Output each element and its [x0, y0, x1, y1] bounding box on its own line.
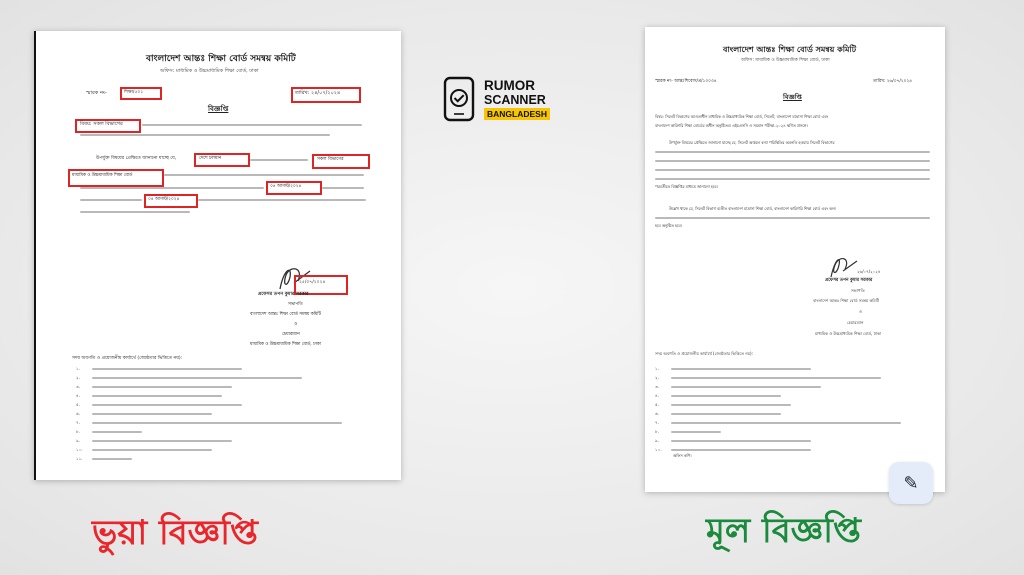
- fake-doc-heading: বিজ্ঞপ্তি: [208, 105, 229, 113]
- list-item-line: [92, 368, 242, 370]
- list-item-line: [92, 422, 342, 424]
- list-item-number: ৭.: [655, 420, 659, 425]
- list-item-line: [92, 404, 242, 406]
- list-item-line: [671, 413, 781, 415]
- orig-doc-committee: বাংলাদেশ আন্তঃ শিক্ষা বোর্ড সমন্বয় কমিটি: [813, 298, 879, 303]
- list-item-line: [92, 449, 212, 451]
- fake-text-line: [250, 159, 308, 161]
- fake-text-line: [322, 187, 364, 189]
- rumor-scanner-logo: [440, 76, 580, 122]
- fake-notice-caption: ভুয়া বিজ্ঞপ্তি: [92, 513, 258, 553]
- orig-doc-subject: বিষয়: সিলেট বিভাগের আওতাধীন মাধ্যমিক ও উচ্চমাধ্যমিক শিক্ষা বোর্ড, সিলেট, বাংলাদেশ মাদ্রাসা শিক্ষা বোর্ড এবং: [655, 114, 829, 119]
- orig-doc-board: মাধ্যমিক ও উচ্চমাধ্যমিক শিক্ষা বোর্ড, ঢাকা: [815, 331, 882, 336]
- orig-text-line: [655, 169, 930, 171]
- fake-text-line: [198, 199, 366, 201]
- pen-sparkle-icon: ✎: [903, 472, 919, 494]
- orig-doc-subtitle: অফিস: মাধ্যমিক ও উচ্চমাধ্যমিক শিক্ষা বোর্ড, ঢাকা: [741, 58, 830, 63]
- fake-doc-hl-date1: ০৪ আগস্ট/২০২৪: [270, 184, 302, 189]
- orig-doc-para-end: পরবর্তীতে বিজ্ঞপ্তির মাধ্যমে জানানো হবে।: [655, 184, 718, 189]
- list-item-line: [671, 368, 811, 370]
- edit-button[interactable]: [889, 462, 933, 504]
- fake-doc-distribution: সদয় অবগতি ও প্রয়োজনীয় কার্যার্থে (জ্যেষ্ঠতার ভিত্তিতে নয়):: [72, 356, 183, 361]
- list-item-number: ১.: [655, 366, 659, 371]
- list-item-line: [671, 377, 881, 379]
- orig-doc-and: ও: [859, 309, 862, 314]
- list-item-number: ৭.: [76, 420, 80, 425]
- logo-line2: SCANNER: [484, 93, 546, 107]
- fake-doc-signer: প্রফেসর তপন কুমার সরকার: [258, 292, 309, 297]
- fake-notice-document: [34, 31, 401, 480]
- fake-doc-and: ও: [294, 322, 298, 327]
- fake-text-line: [80, 187, 264, 189]
- orig-doc-signer-role: সভাপতি: [851, 288, 865, 293]
- fake-doc-hl-date2: ০৪ আগস্ট/২০২৪: [148, 197, 180, 202]
- list-item-number: ৪.: [76, 393, 80, 398]
- fake-text-line: [80, 199, 142, 201]
- phone-check-icon: [440, 76, 478, 122]
- fake-doc-hl-middle: দেশে চলমান: [199, 156, 222, 161]
- orig-doc-signer: প্রফেসর তপন কুমার সরকার: [825, 278, 873, 283]
- orig-signature: [825, 253, 859, 281]
- fake-text-line: [164, 174, 364, 176]
- list-item-line: [92, 440, 232, 442]
- orig-text-line: [655, 151, 930, 153]
- orig-doc-para-start: উপর্যুক্ত বিষয়ের প্রেক্ষিতে জানানো যাচ্ছে যে, সিলেট অঞ্চলে বন্যা পরিস্থিতির অবনতি হওয়ায় সিলেট বিভাগের: [669, 140, 835, 145]
- list-item-line: [671, 386, 821, 388]
- list-item-number: ৫.: [655, 402, 659, 407]
- list-item-line: [92, 395, 222, 397]
- list-item-number: ৯.: [655, 438, 659, 443]
- fake-doc-subtitle: অফিস: মাধ্যমিক ও উচ্চমাধ্যমিক শিক্ষা বোর্ড, ঢাকা: [160, 68, 259, 74]
- list-item-line: [92, 386, 232, 388]
- list-item-line: [92, 458, 132, 460]
- list-item-number: ৯.: [76, 438, 80, 443]
- orig-doc-chairman: চেয়ারম্যান: [847, 320, 864, 325]
- orig-text-line: [655, 178, 930, 180]
- list-item-line: [92, 413, 212, 415]
- list-item-line: [671, 431, 721, 433]
- list-item-number: ১০.: [76, 447, 83, 452]
- fake-doc-date: তারিখ: ২৪/০৭/২০২৪: [295, 90, 341, 96]
- logo-line1: RUMOR: [484, 78, 535, 93]
- list-item-line: [671, 422, 901, 424]
- fake-text-line: [80, 134, 330, 136]
- fake-doc-committee: বাংলাদেশ আন্তঃ শিক্ষা বোর্ড সমন্বয় কমিটি: [250, 312, 321, 317]
- list-item-line: [671, 404, 791, 406]
- list-item-number: ৩.: [655, 384, 659, 389]
- fake-doc-hl-left: মাধ্যমিক ও উচ্চমাধ্যমিক শিক্ষা বোর্ড: [72, 173, 133, 178]
- fake-doc-hl-right: সকল বিভাগের: [317, 157, 344, 162]
- orig-doc-sign-date: ২৬/০৭/২০২৪: [857, 269, 881, 274]
- list-item-number: ১.: [76, 366, 80, 371]
- fake-doc-chairman: চেয়ারম্যান: [282, 332, 300, 337]
- list-item-number: ৩.: [76, 384, 80, 389]
- list-item-line: [671, 449, 811, 451]
- list-item-line: [92, 377, 302, 379]
- original-notice-document: [645, 27, 945, 492]
- orig-text-line: [655, 160, 930, 162]
- list-item-number: ২.: [76, 375, 80, 380]
- list-item-number: ৬.: [655, 411, 659, 416]
- list-item-number: ৮.: [76, 429, 80, 434]
- list-item-number: ৬.: [76, 411, 80, 416]
- orig-doc-title: বাংলাদেশ আন্তঃ শিক্ষা বোর্ড সমন্বয় কমিটি: [723, 45, 857, 54]
- fake-doc-board: মাধ্যমিক ও উচ্চমাধ্যমিক শিক্ষা বোর্ড, ঢাকা: [250, 342, 321, 347]
- orig-doc-para2-end: হবে অনুষ্ঠিত হবে।: [655, 223, 683, 228]
- list-item-number: ৫.: [76, 402, 80, 407]
- fake-doc-para-start: উপর্যুক্ত বিষয়ের প্রেক্ষিতে জানানো যাচ্ছে যে,: [96, 156, 177, 161]
- original-notice-caption: মূল বিজ্ঞপ্তি: [706, 511, 861, 551]
- orig-doc-last-item: অফিস কপি।: [673, 453, 692, 458]
- list-item-number: ৮.: [655, 429, 659, 434]
- orig-doc-ref: স্মারক নং- আন্তঃশিবোস/প্র/১০০৩৪: [655, 79, 717, 84]
- fake-doc-title: বাংলাদেশ আন্তঃ শিক্ষা বোর্ড সমন্বয় কমিটি: [146, 54, 296, 64]
- fake-text-line: [142, 124, 362, 126]
- list-item-number: ১১.: [76, 456, 83, 461]
- list-item-number: ২.: [655, 375, 659, 380]
- fake-doc-ref-label: স্মারক নং-: [86, 90, 107, 96]
- orig-doc-para2: উল্লেখ থাকে যে, সিলেট বিভাগ ব্যতীত বাংলাদেশ মাদ্রাসা শিক্ষা বোর্ড, বাংলাদেশ কারিগরি শিক্ষা বোর্ড এবং অন্য: [669, 206, 836, 211]
- logo-line3: BANGLADESH: [484, 108, 550, 120]
- orig-doc-subject2: বাংলাদেশ কারিগরি শিক্ষা বোর্ডের অধীন অনুষ্ঠিতব্য এইচএসসি ও সমমান পরীক্ষা-২০২৪ স্থগিত প্রসঙ্গে।: [655, 123, 808, 128]
- orig-text-line: [655, 217, 930, 219]
- list-item-number: ১০.: [655, 447, 662, 452]
- orig-doc-date: তারিখ: ২৬/০৭/২০২৪: [873, 79, 912, 84]
- fake-doc-ref-number: শিক্ষা/৫০১: [124, 90, 144, 95]
- list-item-line: [92, 431, 142, 433]
- list-item-line: [671, 395, 781, 397]
- list-item-line: [671, 440, 811, 442]
- fake-doc-signer-role: সভাপতি: [288, 302, 303, 307]
- list-item-number: ৪.: [655, 393, 659, 398]
- fake-text-line: [80, 211, 190, 213]
- fake-doc-subject: বিষয়: সকল বিভাগের: [80, 121, 123, 127]
- fake-doc-sign-date: ২৫/০৭/২০২৪: [299, 280, 326, 285]
- orig-doc-heading: বিজ্ঞপ্তি: [783, 93, 802, 101]
- orig-doc-distribution: সদয় অবগতি ও প্রয়োজনীয় কার্যার্থে (জ্যেষ্ঠতার ভিত্তিতে নয়):: [655, 351, 753, 356]
